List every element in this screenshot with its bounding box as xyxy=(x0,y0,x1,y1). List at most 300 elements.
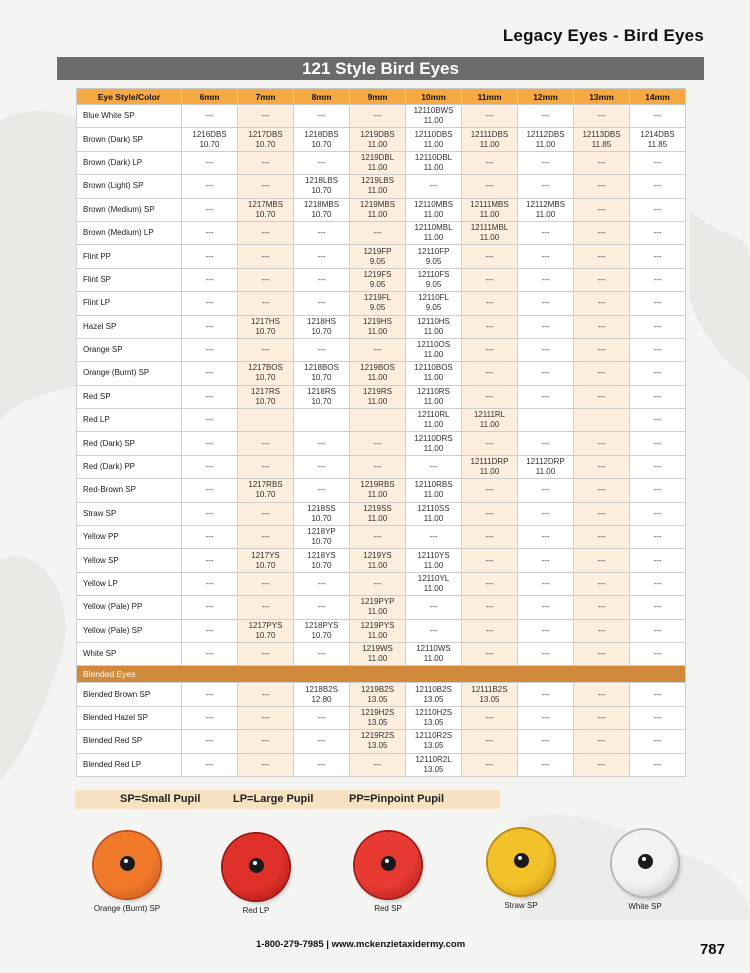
pupil-icon xyxy=(120,856,135,871)
table-cell: 1218B2S 12.80 xyxy=(294,683,350,706)
table-cell: 12110FS 9.05 xyxy=(406,268,462,291)
row-label: Red (Dark) SP xyxy=(77,432,182,455)
table-cell: --- xyxy=(630,175,686,198)
table-cell: --- xyxy=(182,479,238,502)
row-label: Blue White SP xyxy=(77,105,182,128)
table-cell: --- xyxy=(462,549,518,572)
table-cell: --- xyxy=(182,338,238,361)
table-cell: --- xyxy=(294,572,350,595)
glint-icon xyxy=(385,859,389,863)
table-cell: 1218SS 10.70 xyxy=(294,502,350,525)
table-cell: --- xyxy=(630,730,686,753)
eye-sample-image xyxy=(488,829,554,895)
table-row xyxy=(77,549,686,572)
row-label: Blended Brown SP xyxy=(77,683,182,706)
header-size-8mm: 8mm xyxy=(294,89,350,105)
table-cell: 12111MBL 11.00 xyxy=(462,221,518,244)
table-cell: 1218PYS 10.70 xyxy=(294,619,350,642)
table-cell: --- xyxy=(294,221,350,244)
table-cell: --- xyxy=(238,683,294,706)
table-cell: --- xyxy=(238,432,294,455)
table-cell: 1218DBS 10.70 xyxy=(294,128,350,151)
table-cell: --- xyxy=(238,175,294,198)
pupil-icon xyxy=(381,856,396,871)
table-cell: --- xyxy=(182,198,238,221)
table-cell: --- xyxy=(574,221,630,244)
table-cell: --- xyxy=(518,753,574,776)
eye-sample-image xyxy=(355,832,421,898)
table-cell: --- xyxy=(462,753,518,776)
table-row xyxy=(77,706,686,729)
table-cell: --- xyxy=(518,642,574,665)
table-row xyxy=(77,619,686,642)
table-cell: 12112DBS 11.00 xyxy=(518,128,574,151)
table-cell: --- xyxy=(630,526,686,549)
glint-icon xyxy=(253,861,257,865)
table-cell: --- xyxy=(630,619,686,642)
table-cell: --- xyxy=(182,292,238,315)
row-label: Brown (Dark) LP xyxy=(77,151,182,174)
table-cell: --- xyxy=(518,385,574,408)
table-cell: --- xyxy=(574,105,630,128)
table-cell: --- xyxy=(350,526,406,549)
table-cell: 1219WS 11.00 xyxy=(350,642,406,665)
table-cell: --- xyxy=(406,596,462,619)
table-cell: --- xyxy=(574,175,630,198)
table-cell: 12113DBS 11.85 xyxy=(574,128,630,151)
legend-small-pupil: SP=Small Pupil xyxy=(120,793,201,805)
table-cell: --- xyxy=(574,596,630,619)
table-cell: --- xyxy=(574,362,630,385)
row-label: Blended Red LP xyxy=(77,753,182,776)
header-size-14mm: 14mm xyxy=(630,89,686,105)
table-cell: --- xyxy=(630,151,686,174)
table-cell: --- xyxy=(350,753,406,776)
table-cell: 1219YS 11.00 xyxy=(350,549,406,572)
table-cell: --- xyxy=(518,572,574,595)
table-cell: --- xyxy=(630,105,686,128)
table-cell: --- xyxy=(238,245,294,268)
page-title: Legacy Eyes - Bird Eyes xyxy=(502,26,704,45)
row-label: Brown (Medium) LP xyxy=(77,221,182,244)
table-cell: --- xyxy=(182,526,238,549)
table-row xyxy=(77,198,686,221)
table-cell: --- xyxy=(182,268,238,291)
header-size-11mm: 11mm xyxy=(462,89,518,105)
table-row xyxy=(77,362,686,385)
table-cell: --- xyxy=(630,338,686,361)
footer-url[interactable]: www.mckenzietaxidermy.com xyxy=(331,939,466,950)
row-label: Yellow LP xyxy=(77,572,182,595)
table-cell: --- xyxy=(462,385,518,408)
table-cell xyxy=(350,409,406,432)
header-size-7mm: 7mm xyxy=(238,89,294,105)
table-cell: --- xyxy=(630,455,686,478)
table-cell: 1219MBS 11.00 xyxy=(350,198,406,221)
row-label: Straw SP xyxy=(77,502,182,525)
table-cell: 1218RS 10.70 xyxy=(294,385,350,408)
table-cell: --- xyxy=(462,596,518,619)
table-cell: --- xyxy=(182,596,238,619)
table-cell: --- xyxy=(518,730,574,753)
table-cell: --- xyxy=(294,105,350,128)
table-cell: 1219DBL 11.00 xyxy=(350,151,406,174)
table-cell: --- xyxy=(574,706,630,729)
table-cell: --- xyxy=(574,151,630,174)
bird-eyes-table xyxy=(76,88,686,777)
table-cell: 1219FP 9.05 xyxy=(350,245,406,268)
table-cell xyxy=(574,409,630,432)
table-row xyxy=(77,292,686,315)
table-cell: --- xyxy=(518,175,574,198)
eye-sample-label: White SP xyxy=(628,902,662,911)
table-row xyxy=(77,151,686,174)
table-cell: --- xyxy=(238,221,294,244)
eye-sample-image xyxy=(612,830,678,896)
table-cell xyxy=(238,409,294,432)
table-cell: --- xyxy=(462,175,518,198)
bird-eyes-table-container xyxy=(76,88,685,777)
table-cell: --- xyxy=(630,315,686,338)
row-label: Brown (Medium) SP xyxy=(77,198,182,221)
table-cell: --- xyxy=(462,619,518,642)
table-cell: --- xyxy=(462,432,518,455)
table-cell: --- xyxy=(462,730,518,753)
table-cell: 12110MBS 11.00 xyxy=(406,198,462,221)
table-cell: 12111RL 11.00 xyxy=(462,409,518,432)
table-cell: --- xyxy=(182,362,238,385)
header-eye-style: Eye Style/Color xyxy=(77,89,182,105)
section-title: 121 Style Bird Eyes xyxy=(57,57,704,80)
table-cell: --- xyxy=(182,549,238,572)
table-cell: --- xyxy=(574,549,630,572)
table-cell: --- xyxy=(462,642,518,665)
table-row xyxy=(77,315,686,338)
row-label: Hazel SP xyxy=(77,315,182,338)
table-cell: --- xyxy=(574,432,630,455)
table-cell: --- xyxy=(182,175,238,198)
table-cell: --- xyxy=(182,730,238,753)
table-cell: 1219FL 9.05 xyxy=(350,292,406,315)
table-cell: 1219FS 9.05 xyxy=(350,268,406,291)
table-cell: --- xyxy=(462,105,518,128)
table-cell: --- xyxy=(350,338,406,361)
table-cell: --- xyxy=(574,479,630,502)
blended-eyes-label: Blended Eyes xyxy=(77,666,686,683)
table-cell: 12110YS 11.00 xyxy=(406,549,462,572)
table-cell: 12110YL 11.00 xyxy=(406,572,462,595)
legend-pinpoint-pupil: PP=Pinpoint Pupil xyxy=(349,793,445,805)
table-cell: --- xyxy=(238,572,294,595)
table-cell: 1217RBS 10.70 xyxy=(238,479,294,502)
pupil-icon xyxy=(249,858,264,873)
table-cell: --- xyxy=(630,479,686,502)
table-cell: 1219HS 11.00 xyxy=(350,315,406,338)
table-cell: --- xyxy=(518,549,574,572)
legend-large-pupil: LP=Large Pupil xyxy=(233,793,314,805)
row-label: Brown (Dark) SP xyxy=(77,128,182,151)
table-cell: --- xyxy=(574,315,630,338)
table-cell: --- xyxy=(182,642,238,665)
table-cell: --- xyxy=(574,338,630,361)
row-label: White SP xyxy=(77,642,182,665)
table-row xyxy=(77,268,686,291)
table-cell: --- xyxy=(518,502,574,525)
table-cell: --- xyxy=(462,362,518,385)
table-cell: --- xyxy=(574,642,630,665)
table-row xyxy=(77,642,686,665)
page-number: 787 xyxy=(699,941,725,958)
table-cell: --- xyxy=(182,572,238,595)
table-cell: --- xyxy=(574,502,630,525)
table-cell: --- xyxy=(182,455,238,478)
table-cell: --- xyxy=(238,268,294,291)
table-cell: --- xyxy=(350,221,406,244)
row-label: Blended Red SP xyxy=(77,730,182,753)
table-cell: 1218HS 10.70 xyxy=(294,315,350,338)
table-row xyxy=(77,221,686,244)
table-cell: --- xyxy=(294,730,350,753)
row-label: Flint LP xyxy=(77,292,182,315)
pupil-legend xyxy=(75,790,500,809)
table-row xyxy=(77,479,686,502)
table-cell: 1218BOS 10.70 xyxy=(294,362,350,385)
table-cell: --- xyxy=(182,432,238,455)
table-cell: --- xyxy=(462,315,518,338)
table-cell: --- xyxy=(462,151,518,174)
table-cell: --- xyxy=(406,526,462,549)
table-cell: --- xyxy=(182,221,238,244)
table-cell: --- xyxy=(294,753,350,776)
table-cell: --- xyxy=(182,753,238,776)
table-cell: --- xyxy=(574,292,630,315)
table-cell: 1217MBS 10.70 xyxy=(238,198,294,221)
eye-sample-label: Red SP xyxy=(374,904,402,913)
table-row xyxy=(77,596,686,619)
table-row xyxy=(77,338,686,361)
table-cell: 1219R2S 13.05 xyxy=(350,730,406,753)
glint-icon xyxy=(642,857,646,861)
header-size-6mm: 6mm xyxy=(182,89,238,105)
header-size-10mm: 10mm xyxy=(406,89,462,105)
table-cell: 12110R2S 13.05 xyxy=(406,730,462,753)
row-label: Red (Dark) PP xyxy=(77,455,182,478)
table-cell: 12111DBS 11.00 xyxy=(462,128,518,151)
table-cell: --- xyxy=(630,753,686,776)
table-cell: --- xyxy=(574,455,630,478)
table-cell: --- xyxy=(294,268,350,291)
table-cell: --- xyxy=(462,268,518,291)
table-cell: --- xyxy=(518,151,574,174)
table-cell: --- xyxy=(462,292,518,315)
table-cell: --- xyxy=(462,526,518,549)
table-cell: --- xyxy=(518,221,574,244)
table-cell: --- xyxy=(294,245,350,268)
table-cell: --- xyxy=(350,432,406,455)
table-cell: --- xyxy=(630,198,686,221)
table-cell: --- xyxy=(182,683,238,706)
table-cell: 1219H2S 13.05 xyxy=(350,706,406,729)
table-cell: --- xyxy=(238,105,294,128)
table-cell: 12110HS 11.00 xyxy=(406,315,462,338)
table-row xyxy=(77,409,686,432)
table-cell: --- xyxy=(238,596,294,619)
table-cell: --- xyxy=(630,221,686,244)
table-cell: --- xyxy=(182,385,238,408)
table-cell: --- xyxy=(294,479,350,502)
table-cell: --- xyxy=(518,706,574,729)
table-cell: --- xyxy=(574,619,630,642)
eye-sample-label: Orange (Burnt) SP xyxy=(93,904,161,913)
table-row xyxy=(77,105,686,128)
table-cell: --- xyxy=(294,292,350,315)
table-cell: --- xyxy=(518,432,574,455)
table-cell: --- xyxy=(630,245,686,268)
table-cell: --- xyxy=(238,526,294,549)
table-body xyxy=(77,105,686,777)
table-row xyxy=(77,572,686,595)
table-cell: 1214DBS 11.85 xyxy=(630,128,686,151)
table-cell: --- xyxy=(182,151,238,174)
table-cell: 1217DBS 10.70 xyxy=(238,128,294,151)
table-cell: --- xyxy=(182,245,238,268)
table-cell: --- xyxy=(294,596,350,619)
table-cell: --- xyxy=(182,619,238,642)
glint-icon xyxy=(518,856,522,860)
table-cell: 1217RS 10.70 xyxy=(238,385,294,408)
table-cell: --- xyxy=(406,619,462,642)
table-cell: 1219BOS 11.00 xyxy=(350,362,406,385)
table-cell: --- xyxy=(350,572,406,595)
row-label: Red SP xyxy=(77,385,182,408)
table-cell: --- xyxy=(630,572,686,595)
table-cell: --- xyxy=(350,105,406,128)
row-label: Flint PP xyxy=(77,245,182,268)
table-cell: --- xyxy=(630,362,686,385)
table-cell: --- xyxy=(462,245,518,268)
table-cell: --- xyxy=(462,479,518,502)
table-cell: --- xyxy=(518,292,574,315)
header-size-9mm: 9mm xyxy=(350,89,406,105)
table-cell: 1219DBS 11.00 xyxy=(350,128,406,151)
table-cell: 12110DBS 11.00 xyxy=(406,128,462,151)
table-cell: --- xyxy=(574,268,630,291)
pupil-icon xyxy=(514,853,529,868)
table-cell: 12112DRP 11.00 xyxy=(518,455,574,478)
table-cell: 1219LBS 11.00 xyxy=(350,175,406,198)
table-cell: --- xyxy=(574,753,630,776)
table-cell: --- xyxy=(462,706,518,729)
table-cell: --- xyxy=(518,105,574,128)
table-cell: 1218YP 10.70 xyxy=(294,526,350,549)
table-cell: --- xyxy=(630,432,686,455)
table-cell: --- xyxy=(238,338,294,361)
table-row xyxy=(77,683,686,706)
header-size-13mm: 13mm xyxy=(574,89,630,105)
table-cell: --- xyxy=(238,730,294,753)
table-cell: 12111MBS 11.00 xyxy=(462,198,518,221)
table-cell: --- xyxy=(238,642,294,665)
table-cell: 12111B2S 13.05 xyxy=(462,683,518,706)
table-cell: --- xyxy=(294,432,350,455)
table-cell: --- xyxy=(518,479,574,502)
table-cell: 12110OS 11.00 xyxy=(406,338,462,361)
table-cell: --- xyxy=(574,683,630,706)
table-cell: 12110RS 11.00 xyxy=(406,385,462,408)
table-cell: --- xyxy=(630,706,686,729)
table-cell: 1217YS 10.70 xyxy=(238,549,294,572)
table-cell: 12110WS 11.00 xyxy=(406,642,462,665)
table-cell: 1219PYS 11.00 xyxy=(350,619,406,642)
table-cell: --- xyxy=(238,706,294,729)
table-cell: --- xyxy=(574,198,630,221)
table-cell: --- xyxy=(294,642,350,665)
table-cell: 12110H2S 13.05 xyxy=(406,706,462,729)
table-cell: --- xyxy=(630,642,686,665)
table-cell: 12112MBS 11.00 xyxy=(518,198,574,221)
table-row xyxy=(77,730,686,753)
table-cell: --- xyxy=(294,455,350,478)
table-cell: --- xyxy=(294,338,350,361)
table-cell: --- xyxy=(574,245,630,268)
table-cell: --- xyxy=(630,549,686,572)
table-cell: 1219RBS 11.00 xyxy=(350,479,406,502)
table-cell: --- xyxy=(406,175,462,198)
footer-phone: 1-800-279-7985 xyxy=(256,939,324,950)
row-label: Yellow (Pale) SP xyxy=(77,619,182,642)
blended-eyes-header xyxy=(77,666,686,683)
row-label: Yellow (Pale) PP xyxy=(77,596,182,619)
table-cell: 12110BWS 11.00 xyxy=(406,105,462,128)
table-row xyxy=(77,753,686,776)
table-cell: 12110B2S 13.05 xyxy=(406,683,462,706)
table-cell: 12110SS 11.00 xyxy=(406,502,462,525)
table-cell: --- xyxy=(238,502,294,525)
table-cell: 12110RBS 11.00 xyxy=(406,479,462,502)
table-cell: 12110FP 9.05 xyxy=(406,245,462,268)
table-cell: --- xyxy=(294,706,350,729)
table-cell: --- xyxy=(630,683,686,706)
row-label: Flint SP xyxy=(77,268,182,291)
table-cell: --- xyxy=(182,105,238,128)
table-cell: --- xyxy=(518,338,574,361)
table-cell: --- xyxy=(518,245,574,268)
row-label: Yellow PP xyxy=(77,526,182,549)
table-cell: 1219SS 11.00 xyxy=(350,502,406,525)
table-cell: 12110DBL 11.00 xyxy=(406,151,462,174)
table-row xyxy=(77,128,686,151)
table-header-row xyxy=(77,89,686,105)
table-cell: --- xyxy=(462,338,518,361)
row-label: Red-Brown SP xyxy=(77,479,182,502)
table-cell: --- xyxy=(406,455,462,478)
table-row xyxy=(77,245,686,268)
table-cell: 1216DBS 10.70 xyxy=(182,128,238,151)
table-cell: --- xyxy=(518,526,574,549)
table-cell xyxy=(518,409,574,432)
table-cell: --- xyxy=(462,572,518,595)
row-label: Blended Hazel SP xyxy=(77,706,182,729)
table-cell: --- xyxy=(574,385,630,408)
table-cell: --- xyxy=(574,526,630,549)
table-cell: --- xyxy=(238,151,294,174)
table-row xyxy=(77,432,686,455)
table-cell: 12110BOS 11.00 xyxy=(406,362,462,385)
table-row xyxy=(77,455,686,478)
table-cell: 12110DRS 11.00 xyxy=(406,432,462,455)
table-row xyxy=(77,526,686,549)
table-cell: 12111DRP 11.00 xyxy=(462,455,518,478)
